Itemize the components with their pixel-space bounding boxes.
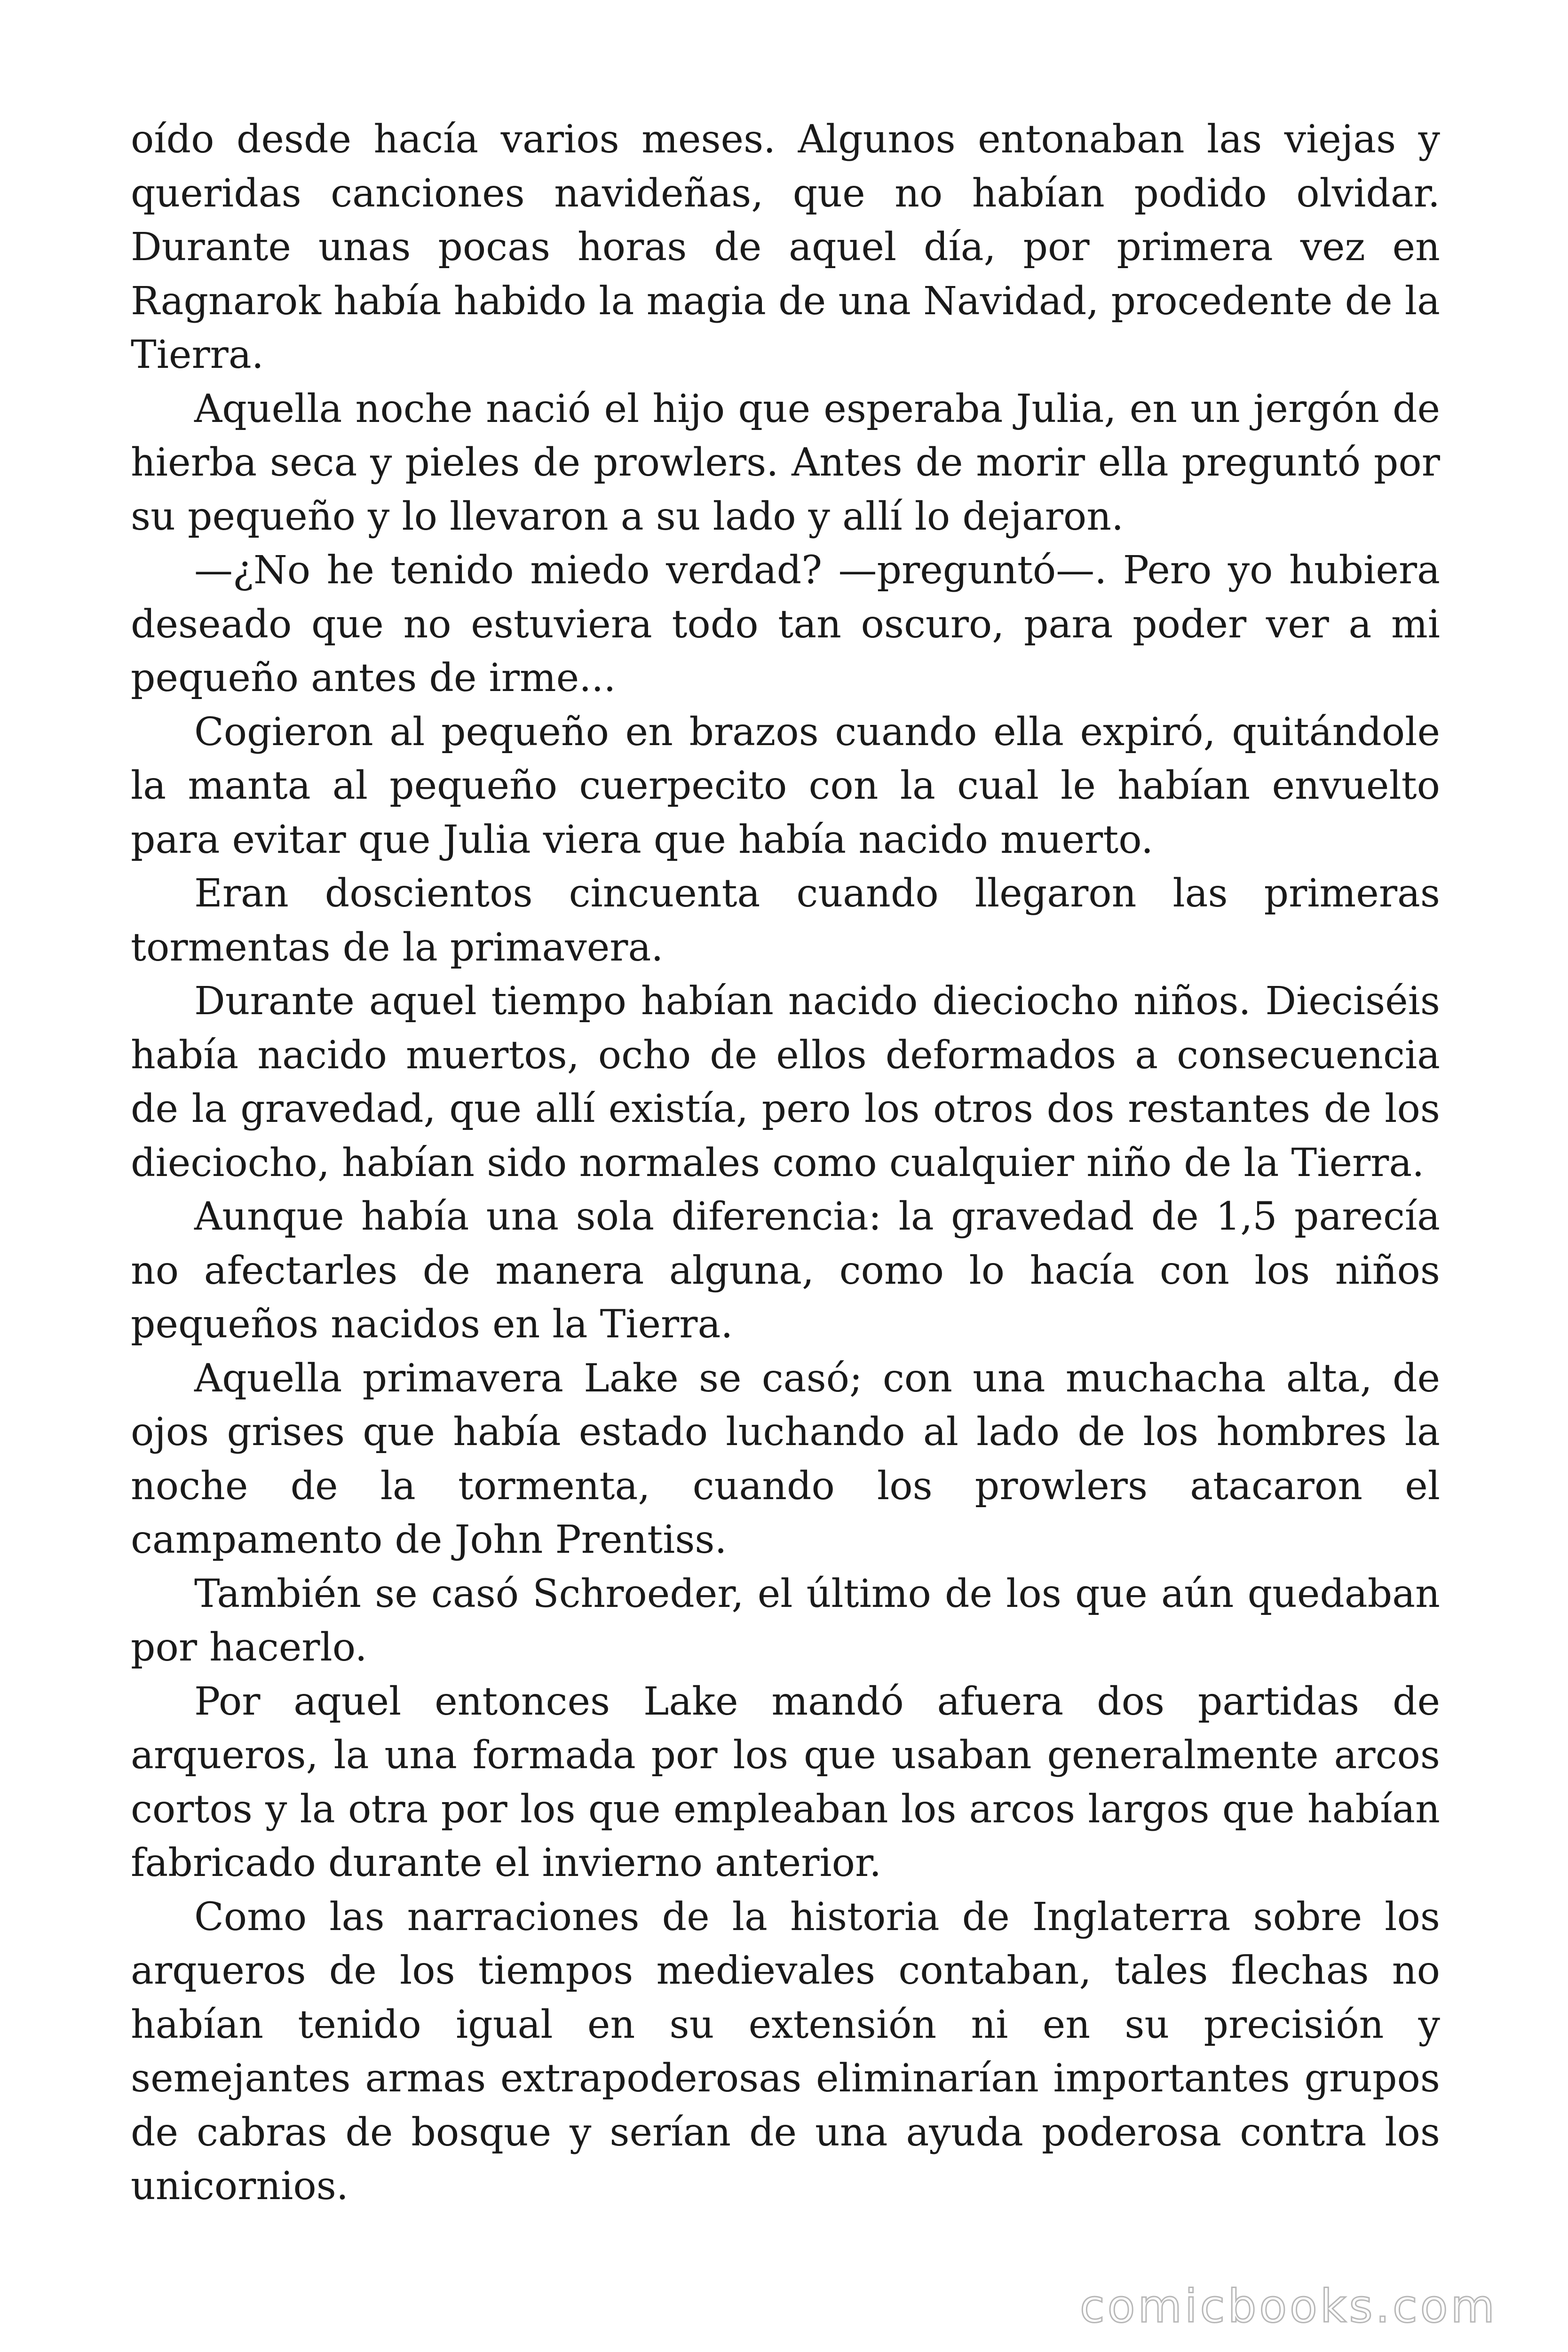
paragraph-9: También se casó Schroeder, el último de los que aún quedaban por hacerlo. xyxy=(131,1571,1440,1670)
paragraph-11: Como las narraciones de la historia de Inglaterra sobre los arqueros de los tiempos medievales contaban, tales flechas no habían tenido igual en su extensión ni en su precisión y semejantes armas extrapoderosas eliminarían importantes grupos de cabras de bosque y serían de una ayuda poderosa contra los unicornios. xyxy=(131,1894,1440,2209)
paragraph-1: oído desde hacía varios meses. Algunos entonaban las viejas y queridas canciones navideñas, que no habían podido olvidar. Durante unas pocas horas de aquel día, por primera vez en Ragnarok había habido la magia de una Navidad, procedente de la Tierra. xyxy=(131,117,1440,377)
paragraph-3: —¿No he tenido miedo verdad? —preguntó—. Pero yo hubiera deseado que no estuviera todo tan oscuro, para poder ver a mi pequeño antes de irme... xyxy=(131,548,1440,700)
paragraph-2: Aquella noche nació el hijo que esperaba Julia, en un jergón de hierba seca y pieles de prowlers. Antes de morir ella preguntó por su pequeño y lo llevaron a su lado y allí lo dejaron. xyxy=(131,386,1440,539)
paragraph-10: Por aquel entonces Lake mandó afuera dos partidas de arqueros, la una formada por los que usaban generalmente arcos cortos y la otra por los que empleaban los arcos largos que habían fabricado durante el invierno anterior. xyxy=(131,1679,1440,1885)
watermark: comicbooks.com xyxy=(1079,2280,1497,2333)
paragraph-6: Durante aquel tiempo habían nacido dieciocho niños. Dieciséis había nacido muertos, ocho de ellos deformados a consecuencia de la gravedad, que allí existía, pero los otros dos restantes de los dieciocho, habían sido normales como cualquier niño de la Tierra. xyxy=(131,979,1440,1185)
paragraph-4: Cogieron al pequeño en brazos cuando ella expiró, quitándole la manta al pequeño cuerpecito con la cual le habían envuelto para evitar que Julia viera que había nacido muerto. xyxy=(131,709,1440,862)
paragraph-8: Aquella primavera Lake se casó; con una muchacha alta, de ojos grises que había estado luchando al lado de los hombres la noche de la tormenta, cuando los prowlers atacaron el campamento de John Prentiss. xyxy=(131,1356,1440,1562)
paragraph-5: Eran doscientos cincuenta cuando llegaron las primeras tormentas de la primavera. xyxy=(131,871,1440,970)
body-text xyxy=(131,113,1440,2214)
paragraph-7: Aunque había una sola diferencia: la gravedad de 1,5 parecía no afectarles de manera alguna, como lo hacía con los niños pequeños nacidos en la Tierra. xyxy=(131,1194,1440,1347)
